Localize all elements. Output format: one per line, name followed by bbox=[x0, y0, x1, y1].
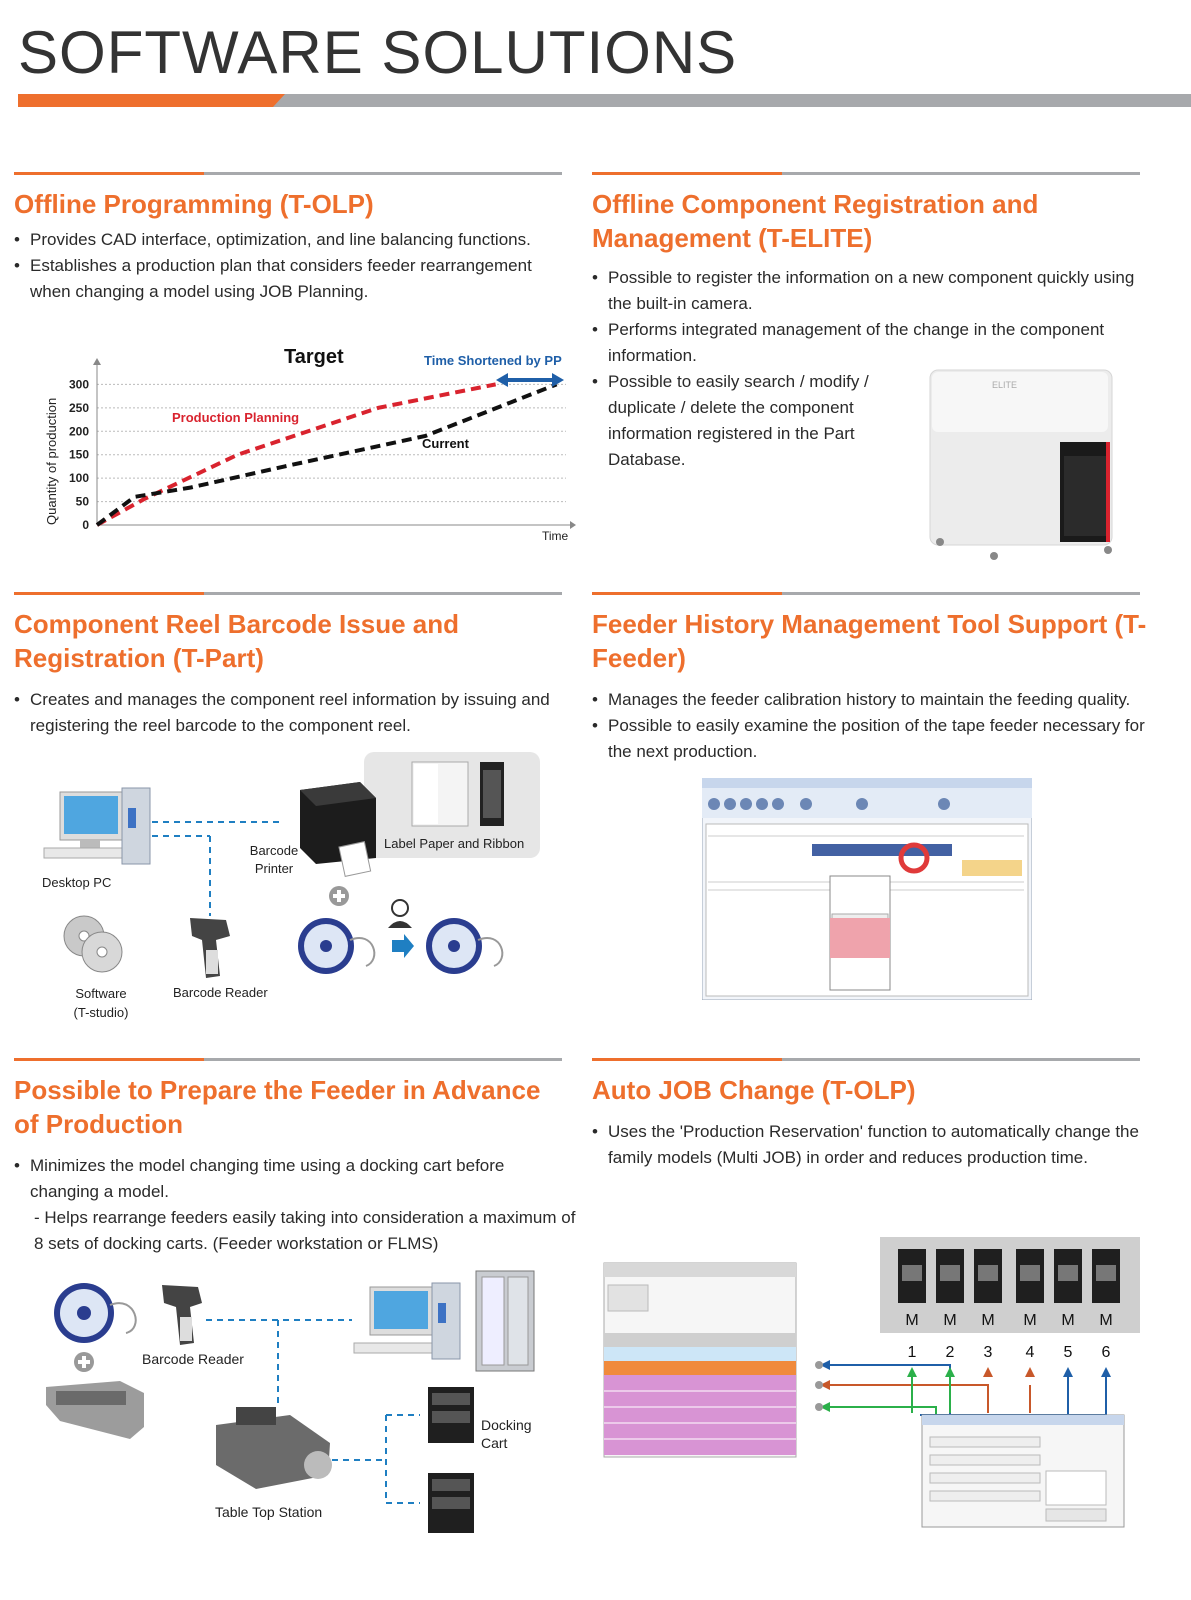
bullet-list bbox=[592, 1119, 1152, 1171]
job-list-window bbox=[604, 1263, 796, 1457]
bullet-item: • Performs integrated management of the change in the component information. bbox=[592, 317, 1140, 369]
table-top-station-label: Table Top Station bbox=[215, 1504, 323, 1520]
diagram-graphics bbox=[600, 1235, 1145, 1535]
title-bar-accent bbox=[18, 94, 273, 107]
plus-icon bbox=[74, 1352, 94, 1372]
bullet-list bbox=[14, 1153, 584, 1205]
section-feeder bbox=[592, 592, 1162, 765]
series-label-current: Current bbox=[422, 436, 469, 451]
chart-title: Target bbox=[284, 346, 344, 368]
machine-letter: M bbox=[1023, 1312, 1037, 1329]
docking-cart-icon bbox=[428, 1387, 474, 1443]
bullet-item: • Uses the 'Production Reservation' function to automatically change the family models (Multi JOB) in order and reduces production time. bbox=[592, 1119, 1152, 1171]
barcode-reader-icon bbox=[190, 918, 230, 978]
y-tick-label: 0 bbox=[82, 518, 89, 532]
section-rule bbox=[592, 592, 1140, 595]
section-rule bbox=[592, 1058, 1140, 1061]
barcode-printer-icon bbox=[300, 782, 376, 876]
y-tick-label: 150 bbox=[68, 447, 89, 462]
machine-letter: M bbox=[905, 1312, 919, 1329]
machine-letter: M bbox=[943, 1312, 957, 1329]
feeder-icon bbox=[46, 1381, 144, 1439]
machine-window bbox=[978, 1265, 998, 1281]
section-title: Offline Component Registration and Management (T-ELITE) bbox=[592, 189, 1039, 253]
section-rule bbox=[14, 1058, 562, 1061]
machine-letter: M bbox=[981, 1312, 995, 1329]
section-title: Component Reel Barcode Issue and Registration (T-Part) bbox=[14, 609, 459, 673]
bullet-item: • Manages the feeder calibration history to maintain the feeding quality. bbox=[592, 687, 1162, 713]
bullet-list bbox=[14, 687, 562, 739]
prepare-diagram bbox=[40, 1265, 560, 1555]
docking-cart-icon bbox=[428, 1473, 474, 1533]
y-tick-label: 50 bbox=[75, 494, 89, 509]
part-diagram bbox=[30, 750, 560, 1030]
y-tick-label: 100 bbox=[68, 471, 89, 486]
machine-number: 6 bbox=[1101, 1344, 1111, 1361]
bullet-item: • Possible to easily search / modify / duplicate / delete the component information registered in the Part Database. bbox=[592, 369, 892, 473]
autojob-diagram bbox=[600, 1235, 1145, 1535]
production-chart bbox=[36, 335, 584, 550]
section-title: Feeder History Management Tool Support (T-Feeder) bbox=[592, 609, 1147, 673]
bullet-item: • Minimizes the model changing time using a docking cart before changing a model. bbox=[14, 1153, 544, 1205]
machine-window bbox=[1096, 1265, 1116, 1281]
y-tick-label: 300 bbox=[68, 377, 89, 392]
label-paper-icon bbox=[412, 762, 504, 826]
section-title: Offline Programming (T-OLP) bbox=[14, 189, 374, 219]
section-rule bbox=[592, 172, 1140, 175]
section-olp bbox=[14, 172, 562, 305]
reel-icon bbox=[54, 1283, 136, 1343]
desktop-pc-icon bbox=[354, 1283, 460, 1359]
title-bar bbox=[18, 94, 1191, 107]
section-title: Possible to Prepare the Feeder in Advance of Production bbox=[14, 1075, 541, 1139]
machine-window bbox=[1020, 1265, 1040, 1281]
y-tick-label: 200 bbox=[68, 424, 89, 439]
machine-window bbox=[902, 1265, 922, 1281]
feeder-software-screenshot bbox=[702, 778, 1032, 1000]
barcode-reader-icon bbox=[162, 1285, 202, 1345]
barcode-printer-label: Barcode Printer bbox=[249, 843, 299, 876]
sub-bullet: - Helps rearrange feeders easily taking into consideration a maximum of 8 sets of docking carts. (Feeder workstation or FLMS) bbox=[34, 1208, 576, 1253]
section-title: Auto JOB Change (T-OLP) bbox=[592, 1075, 916, 1105]
section-rule bbox=[14, 592, 562, 595]
machine-letter: M bbox=[1061, 1312, 1075, 1329]
section-part bbox=[14, 592, 562, 739]
person-icon bbox=[388, 900, 412, 928]
barcode-reader-label: Barcode Reader bbox=[142, 1351, 244, 1367]
docking-cart-label: Docking Cart bbox=[481, 1417, 532, 1451]
x-axis-label: Time bbox=[542, 529, 569, 543]
plus-icon bbox=[329, 886, 349, 906]
bullet-item: • Possible to register the information on a new component quickly using the built-in camera. bbox=[592, 265, 1140, 317]
bullet-item: • Establishes a production plan that considers feeder rearrangement when changing a model using JOB Planning. bbox=[14, 253, 562, 305]
chart-annotation: Time Shortened by PP bbox=[424, 353, 562, 368]
machine-number: 2 bbox=[945, 1344, 955, 1361]
series-line-production-planning bbox=[97, 384, 496, 525]
machine-letter: M bbox=[1099, 1312, 1113, 1329]
arrow-right-icon bbox=[392, 934, 414, 958]
elite-machine-image bbox=[922, 360, 1122, 570]
bullet-item: • Possible to easily examine the position of the tape feeder necessary for the next production. bbox=[592, 713, 1162, 765]
machine-brand-label: ELITE bbox=[992, 380, 1018, 390]
y-axis-label: Quantity of production bbox=[44, 397, 59, 525]
feeder-workstation-icon bbox=[476, 1271, 534, 1371]
label-paper-label: Label Paper and Ribbon bbox=[384, 836, 525, 851]
bullet-list bbox=[14, 227, 562, 305]
auto-job-change-window bbox=[922, 1415, 1124, 1527]
reel-icon bbox=[426, 918, 502, 974]
section-autojob bbox=[592, 1058, 1152, 1171]
series-label-pp: Production Planning bbox=[172, 410, 300, 425]
machine-number: 5 bbox=[1063, 1344, 1073, 1361]
machine-window bbox=[1058, 1265, 1078, 1281]
page-title: SOFTWARE SOLUTIONS bbox=[18, 19, 738, 86]
machine-number: 4 bbox=[1025, 1344, 1035, 1361]
desktop-pc-icon bbox=[44, 788, 150, 864]
table-top-station-icon bbox=[216, 1407, 332, 1489]
machine-window bbox=[940, 1265, 960, 1281]
bullet-item: • Creates and manages the component reel information by issuing and registering the reel barcode to the component reel. bbox=[14, 687, 562, 739]
section-prepare bbox=[14, 1058, 584, 1257]
section-rule bbox=[14, 172, 562, 175]
time-shortened-arrow bbox=[496, 373, 564, 387]
bullet-list bbox=[592, 687, 1162, 765]
barcode-reader-label: Barcode Reader bbox=[173, 985, 268, 1000]
desktop-pc-label: Desktop PC bbox=[42, 875, 112, 890]
machine-number: 1 bbox=[907, 1344, 917, 1361]
machine-number: 3 bbox=[983, 1344, 993, 1361]
reel-icon bbox=[298, 918, 374, 974]
software-label: Software (T-studio) bbox=[73, 986, 129, 1020]
y-tick-label: 250 bbox=[68, 400, 89, 415]
bullet-item: • Provides CAD interface, optimization, and line balancing functions. bbox=[14, 227, 562, 253]
software-cd-icon bbox=[64, 916, 122, 972]
